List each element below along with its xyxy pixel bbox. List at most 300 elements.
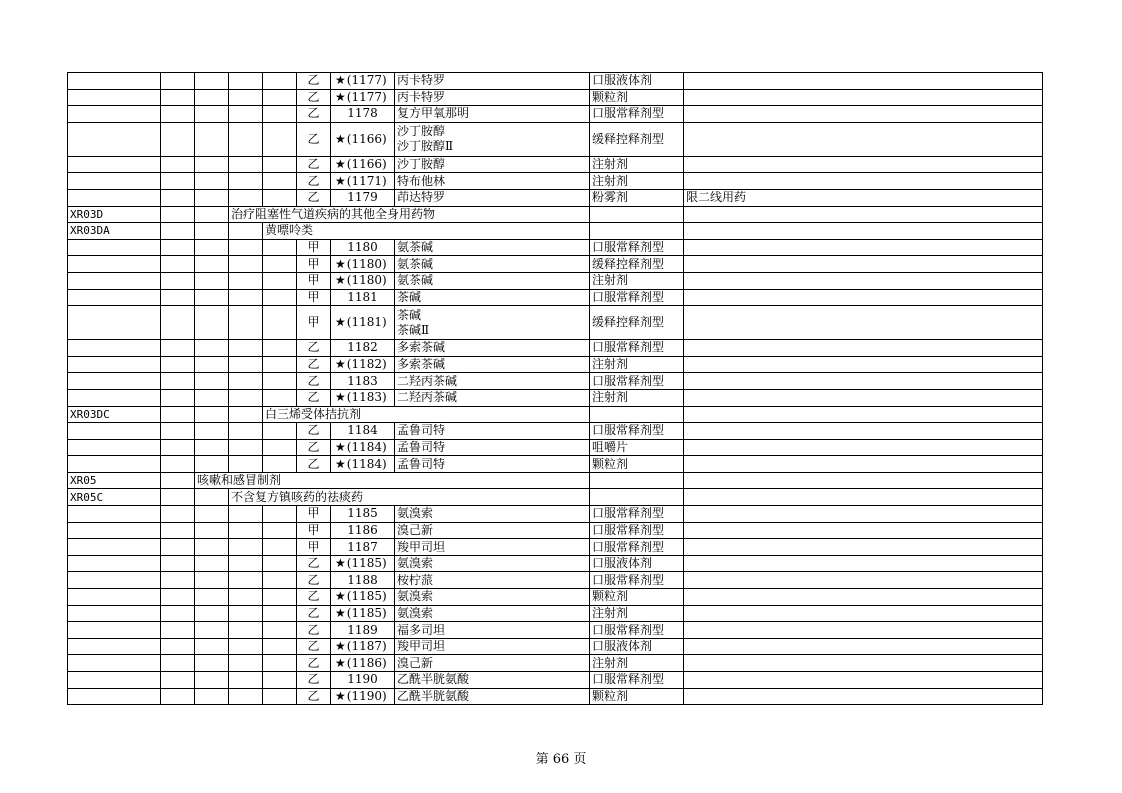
form-cell: 注射剂 <box>590 156 684 173</box>
drug-name-cell <box>395 655 590 672</box>
form-cell: 颗粒剂 <box>590 456 684 473</box>
drug-row <box>68 156 1043 173</box>
drug-row <box>68 306 1043 340</box>
drug-row <box>68 289 1043 306</box>
form-cell <box>590 406 684 423</box>
blank-cell <box>263 589 297 606</box>
drug-name: 孟鲁司特 <box>397 423 446 438</box>
blank-cell <box>263 89 297 106</box>
code-cell <box>68 555 161 572</box>
drug-number: (1171) <box>346 173 387 188</box>
drug-number: (1182) <box>346 357 387 372</box>
code-cell <box>68 306 161 340</box>
category-title-cell: 咳嗽和感冒制剂 <box>195 472 590 489</box>
grade-cell: 乙 <box>297 389 331 406</box>
star-icon: ★ <box>335 688 346 703</box>
drug-number: (1166) <box>346 131 387 146</box>
code-cell <box>68 672 161 689</box>
blank-cell <box>229 672 263 689</box>
star-icon: ★ <box>335 357 346 372</box>
drug-row <box>68 456 1043 473</box>
blank-cell <box>161 406 195 423</box>
blank-cell <box>229 456 263 473</box>
drug-name: 乙酰半胱氨酸 <box>397 688 470 703</box>
drug-number: (1180) <box>346 256 387 271</box>
code-cell <box>68 189 161 206</box>
blank-cell <box>229 506 263 523</box>
note-cell <box>684 106 1043 123</box>
drug-number: (1181) <box>346 315 387 330</box>
blank-cell <box>195 340 229 357</box>
blank-cell <box>161 73 195 90</box>
code-cell <box>68 638 161 655</box>
note-cell <box>684 472 1043 489</box>
drug-number: (1166) <box>346 157 387 172</box>
drug-name: 多索茶碱 <box>397 340 446 355</box>
drug-name-cell <box>395 340 590 357</box>
blank-cell <box>263 522 297 539</box>
code-cell <box>68 156 161 173</box>
blank-cell <box>263 506 297 523</box>
drug-row <box>68 189 1043 206</box>
drug-name: 沙丁胺醇 <box>397 124 446 139</box>
number-cell <box>331 622 395 639</box>
form-cell: 口服常释剂型 <box>590 423 684 440</box>
blank-cell <box>161 389 195 406</box>
code-cell <box>68 122 161 156</box>
code-cell <box>68 173 161 190</box>
drug-name: 氨茶碱 <box>397 256 434 271</box>
category-title-cell: 不含复方镇咳药的祛痰药 <box>229 489 590 506</box>
form-cell: 粉雾剂 <box>590 189 684 206</box>
form-cell: 口服常释剂型 <box>590 522 684 539</box>
drug-name-cell <box>395 73 590 90</box>
number-cell <box>331 638 395 655</box>
drug-number: (1185) <box>346 589 387 604</box>
blank-cell <box>263 672 297 689</box>
grade-cell: 乙 <box>297 122 331 156</box>
blank-cell <box>229 173 263 190</box>
drug-row <box>68 173 1043 190</box>
blank-cell <box>195 122 229 156</box>
grade-cell: 乙 <box>297 173 331 190</box>
drug-row <box>68 256 1043 273</box>
category-code-cell: XR05C <box>68 489 161 506</box>
blank-cell <box>229 406 263 423</box>
drug-number: 1182 <box>347 340 378 355</box>
form-cell: 颗粒剂 <box>590 89 684 106</box>
grade-cell: 乙 <box>297 688 331 705</box>
blank-cell <box>161 356 195 373</box>
drug-number: 1184 <box>347 423 378 438</box>
blank-cell <box>161 489 195 506</box>
blank-cell <box>195 555 229 572</box>
number-cell <box>331 688 395 705</box>
blank-cell <box>229 340 263 357</box>
blank-cell <box>161 340 195 357</box>
note-cell: 限二线用药 <box>684 189 1043 206</box>
drug-name-cell <box>395 122 590 156</box>
code-cell <box>68 256 161 273</box>
star-icon: ★ <box>335 556 346 571</box>
star-icon: ★ <box>335 315 346 330</box>
page-number: 第 66 页 <box>535 752 587 767</box>
form-cell: 口服常释剂型 <box>590 622 684 639</box>
blank-cell <box>263 572 297 589</box>
blank-cell <box>229 605 263 622</box>
blank-cell <box>161 555 195 572</box>
blank-cell <box>263 189 297 206</box>
drug-name-cell <box>395 638 590 655</box>
blank-cell <box>195 223 229 240</box>
drug-number: 1178 <box>347 106 378 121</box>
drug-name-cell <box>395 555 590 572</box>
star-icon: ★ <box>335 273 346 288</box>
blank-cell <box>195 423 229 440</box>
number-cell <box>331 389 395 406</box>
star-icon: ★ <box>335 456 346 471</box>
form-cell: 口服液体剂 <box>590 555 684 572</box>
blank-cell <box>263 289 297 306</box>
blank-cell <box>161 589 195 606</box>
number-cell <box>331 423 395 440</box>
grade-cell: 乙 <box>297 89 331 106</box>
drug-row <box>68 356 1043 373</box>
drug-row <box>68 439 1043 456</box>
category-code-cell: XR05 <box>68 472 161 489</box>
blank-cell <box>161 622 195 639</box>
code-cell <box>68 439 161 456</box>
drug-number: (1184) <box>346 456 387 471</box>
form-cell: 咀嚼片 <box>590 439 684 456</box>
blank-cell <box>229 289 263 306</box>
blank-cell <box>161 189 195 206</box>
number-cell <box>331 156 395 173</box>
drug-name: 桉柠蒎 <box>397 572 434 587</box>
note-cell <box>684 423 1043 440</box>
blank-cell <box>161 206 195 223</box>
number-cell <box>331 89 395 106</box>
drug-name-cell <box>395 672 590 689</box>
number-cell <box>331 589 395 606</box>
drug-name: 溴己新 <box>397 655 434 670</box>
category-title-cell: 治疗阻塞性气道疾病的其他全身用药物 <box>229 206 590 223</box>
blank-cell <box>195 688 229 705</box>
blank-cell <box>161 539 195 556</box>
form-cell: 口服常释剂型 <box>590 289 684 306</box>
blank-cell <box>229 373 263 390</box>
drug-name-cell <box>395 239 590 256</box>
blank-cell <box>161 89 195 106</box>
blank-cell <box>195 605 229 622</box>
drug-name: 氨溴索 <box>397 556 434 571</box>
drug-name-cell <box>395 289 590 306</box>
note-cell <box>684 340 1043 357</box>
blank-cell <box>263 688 297 705</box>
drug-number: (1180) <box>346 273 387 288</box>
grade-cell: 乙 <box>297 373 331 390</box>
number-cell <box>331 672 395 689</box>
form-cell: 口服常释剂型 <box>590 239 684 256</box>
drug-name-alt: 沙丁胺醇Ⅱ <box>397 139 454 154</box>
drug-name: 氨溴索 <box>397 506 434 521</box>
blank-cell <box>161 572 195 589</box>
form-cell: 口服常释剂型 <box>590 506 684 523</box>
code-cell <box>68 340 161 357</box>
code-cell <box>68 73 161 90</box>
blank-cell <box>195 522 229 539</box>
form-cell: 注射剂 <box>590 272 684 289</box>
grade-cell: 甲 <box>297 522 331 539</box>
blank-cell <box>161 272 195 289</box>
blank-cell <box>263 340 297 357</box>
drug-row <box>68 638 1043 655</box>
blank-cell <box>263 655 297 672</box>
drug-number: 1183 <box>347 373 378 388</box>
blank-cell <box>161 688 195 705</box>
code-cell <box>68 89 161 106</box>
note-cell <box>684 572 1043 589</box>
note-cell <box>684 306 1043 340</box>
note-cell <box>684 239 1043 256</box>
blank-cell <box>195 539 229 556</box>
note-cell <box>684 156 1043 173</box>
note-cell <box>684 289 1043 306</box>
number-cell <box>331 340 395 357</box>
note-cell <box>684 605 1043 622</box>
blank-cell <box>195 489 229 506</box>
grade-cell: 乙 <box>297 439 331 456</box>
number-cell <box>331 373 395 390</box>
note-cell <box>684 256 1043 273</box>
note-cell <box>684 223 1043 240</box>
form-cell: 缓释控释剂型 <box>590 122 684 156</box>
note-cell <box>684 356 1043 373</box>
code-cell <box>68 106 161 123</box>
star-icon: ★ <box>335 157 346 172</box>
blank-cell <box>229 106 263 123</box>
blank-cell <box>263 306 297 340</box>
grade-cell: 乙 <box>297 572 331 589</box>
drug-number: 1180 <box>347 240 378 255</box>
star-icon: ★ <box>335 655 346 670</box>
grade-cell: 乙 <box>297 456 331 473</box>
drug-name: 二羟丙茶碱 <box>397 390 458 405</box>
note-cell <box>684 522 1043 539</box>
drug-number: 1186 <box>347 522 378 537</box>
form-cell: 注射剂 <box>590 356 684 373</box>
drug-name: 羧甲司坦 <box>397 539 446 554</box>
blank-cell <box>195 506 229 523</box>
grade-cell: 甲 <box>297 256 331 273</box>
blank-cell <box>195 456 229 473</box>
number-cell <box>331 306 395 340</box>
blank-cell <box>161 439 195 456</box>
blank-cell <box>161 605 195 622</box>
drug-name-cell <box>395 589 590 606</box>
grade-cell: 甲 <box>297 239 331 256</box>
blank-cell <box>195 189 229 206</box>
form-cell: 口服常释剂型 <box>590 373 684 390</box>
form-cell: 缓释控释剂型 <box>590 306 684 340</box>
blank-cell <box>161 373 195 390</box>
blank-cell <box>229 239 263 256</box>
blank-cell <box>161 672 195 689</box>
blank-cell <box>263 539 297 556</box>
drug-name: 二羟丙茶碱 <box>397 373 458 388</box>
drug-number: (1185) <box>346 605 387 620</box>
code-cell <box>68 522 161 539</box>
blank-cell <box>229 522 263 539</box>
drug-name-cell <box>395 688 590 705</box>
drug-name-cell <box>395 439 590 456</box>
drug-name: 氨溴索 <box>397 589 434 604</box>
note-cell <box>684 206 1043 223</box>
form-cell: 口服液体剂 <box>590 638 684 655</box>
drug-row <box>68 572 1043 589</box>
blank-cell <box>263 439 297 456</box>
code-cell <box>68 622 161 639</box>
drug-row <box>68 73 1043 90</box>
drug-name-cell <box>395 356 590 373</box>
form-cell: 注射剂 <box>590 173 684 190</box>
drug-name: 乙酰半胱氨酸 <box>397 672 470 687</box>
grade-cell: 乙 <box>297 589 331 606</box>
number-cell <box>331 356 395 373</box>
blank-cell <box>161 522 195 539</box>
blank-cell <box>195 638 229 655</box>
star-icon: ★ <box>335 173 346 188</box>
drug-name: 氨茶碱 <box>397 273 434 288</box>
drug-name-cell <box>395 89 590 106</box>
blank-cell <box>229 156 263 173</box>
grade-cell: 乙 <box>297 106 331 123</box>
drug-name: 溴己新 <box>397 522 434 537</box>
number-cell <box>331 439 395 456</box>
category-row <box>68 206 1043 223</box>
drug-row <box>68 688 1043 705</box>
drug-name-cell <box>395 373 590 390</box>
form-cell <box>590 489 684 506</box>
grade-cell: 乙 <box>297 622 331 639</box>
note-cell <box>684 389 1043 406</box>
drug-name-cell <box>395 622 590 639</box>
blank-cell <box>229 306 263 340</box>
blank-cell <box>161 638 195 655</box>
blank-cell <box>195 256 229 273</box>
number-cell <box>331 73 395 90</box>
category-title-cell: 黄嘌呤类 <box>263 223 590 240</box>
blank-cell <box>195 389 229 406</box>
note-cell <box>684 456 1043 473</box>
grade-cell: 乙 <box>297 189 331 206</box>
drug-name: 丙卡特罗 <box>397 73 446 88</box>
drug-row <box>68 506 1043 523</box>
code-cell <box>68 572 161 589</box>
code-cell <box>68 289 161 306</box>
drug-name: 茶碱 <box>397 289 422 304</box>
star-icon: ★ <box>335 390 346 405</box>
blank-cell <box>195 356 229 373</box>
drug-name-cell <box>395 256 590 273</box>
note-cell <box>684 489 1043 506</box>
star-icon: ★ <box>335 589 346 604</box>
star-icon: ★ <box>335 605 346 620</box>
grade-cell: 乙 <box>297 423 331 440</box>
drug-number: 1187 <box>347 539 378 554</box>
drug-row <box>68 272 1043 289</box>
blank-cell <box>195 406 229 423</box>
drug-row <box>68 389 1043 406</box>
drug-row <box>68 605 1043 622</box>
form-cell: 颗粒剂 <box>590 688 684 705</box>
note-cell <box>684 539 1043 556</box>
note-cell <box>684 73 1043 90</box>
drug-number: 1185 <box>347 506 378 521</box>
drug-name-alt: 茶碱Ⅱ <box>397 322 430 337</box>
drug-name: 多索茶碱 <box>397 357 446 372</box>
drug-name: 福多司坦 <box>397 622 446 637</box>
blank-cell <box>229 356 263 373</box>
form-cell: 口服常释剂型 <box>590 572 684 589</box>
category-row <box>68 406 1043 423</box>
blank-cell <box>229 622 263 639</box>
blank-cell <box>161 655 195 672</box>
category-row <box>68 472 1043 489</box>
number-cell <box>331 173 395 190</box>
drug-number: (1185) <box>346 556 387 571</box>
drug-number: (1190) <box>346 688 387 703</box>
blank-cell <box>263 156 297 173</box>
blank-cell <box>161 506 195 523</box>
blank-cell <box>263 239 297 256</box>
blank-cell <box>195 89 229 106</box>
blank-cell <box>161 289 195 306</box>
blank-cell <box>161 106 195 123</box>
grade-cell: 乙 <box>297 340 331 357</box>
blank-cell <box>229 688 263 705</box>
blank-cell <box>161 122 195 156</box>
drug-row <box>68 539 1043 556</box>
code-cell <box>68 456 161 473</box>
category-row <box>68 223 1043 240</box>
code-cell <box>68 373 161 390</box>
blank-cell <box>229 638 263 655</box>
drug-name-cell <box>395 423 590 440</box>
blank-cell <box>263 622 297 639</box>
note-cell <box>684 272 1043 289</box>
drug-name-cell <box>395 539 590 556</box>
blank-cell <box>195 655 229 672</box>
blank-cell <box>161 256 195 273</box>
drug-row <box>68 622 1043 639</box>
blank-cell <box>263 373 297 390</box>
drug-number: (1177) <box>346 73 387 88</box>
drug-row <box>68 239 1043 256</box>
grade-cell: 甲 <box>297 306 331 340</box>
form-cell: 注射剂 <box>590 655 684 672</box>
category-title-cell: 白三烯受体拮抗剂 <box>263 406 590 423</box>
grade-cell: 甲 <box>297 539 331 556</box>
drug-row <box>68 423 1043 440</box>
code-cell <box>68 539 161 556</box>
blank-cell <box>195 173 229 190</box>
code-cell <box>68 655 161 672</box>
code-cell <box>68 239 161 256</box>
drug-number: 1179 <box>347 190 378 205</box>
blank-cell <box>263 555 297 572</box>
code-cell <box>68 389 161 406</box>
